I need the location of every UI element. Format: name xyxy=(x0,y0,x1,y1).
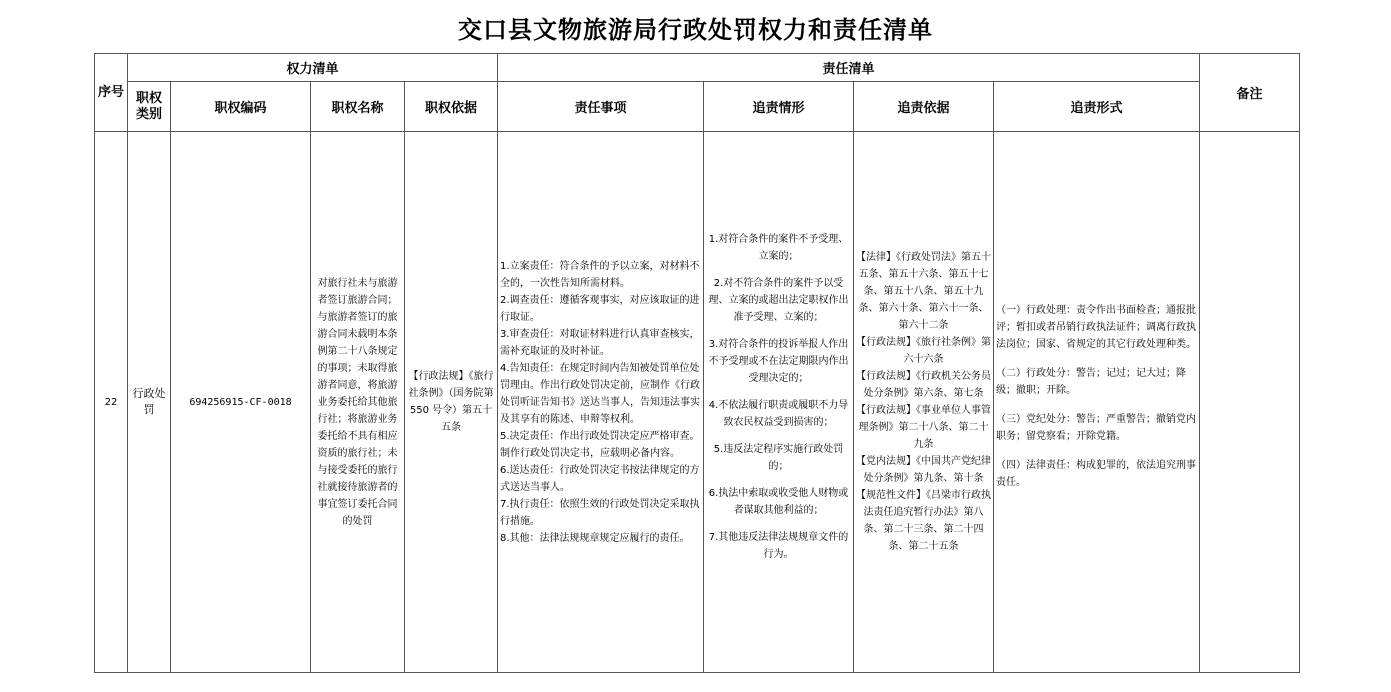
duty-item: 8.其他：法律法规规章规定应履行的责任。 xyxy=(500,532,690,544)
accountability-item: 1.对符合条件的案件不予受理、立案的； xyxy=(708,234,849,262)
header-responsibility-group: 责任清单 xyxy=(498,54,1200,82)
header-seq: 序号 xyxy=(95,54,128,132)
duty-item: 6.送达责任：行政处罚决定书按法律规定的方式送达当事人。 xyxy=(500,464,700,493)
accountability-basis-item: 【规范性文件】《吕梁市行政执法责任追究暂行办法》第八条、第二十三条、第二十四条、第二十五条 xyxy=(856,490,992,552)
header-name: 职权名称 xyxy=(311,82,405,132)
duty-item: 2.调查责任：遵循客观事实，对应该取证的进行取证。 xyxy=(500,294,700,323)
cell-accountability-basis xyxy=(854,132,994,673)
header-power-group: 权力清单 xyxy=(128,54,498,82)
accountability-form-item: （四）法律责任：构成犯罪的，依法追究刑事责任。 xyxy=(996,459,1197,488)
cell-accountability-form xyxy=(994,132,1200,673)
accountability-basis-item: 【法律】《行政处罚法》第五十五条、第五十六条、第五十七条、第五十八条、第五十九条、第六十条、第六十一条、第六十二条 xyxy=(856,252,992,331)
header-basis: 职权依据 xyxy=(405,82,498,132)
duty-item: 7.执行责任：依照生效的行政处罚决定采取执行措施。 xyxy=(500,498,700,527)
accountability-item: 3.对符合条件的投诉举报人作出不予受理或不在法定期限内作出受理决定的； xyxy=(708,339,849,384)
cell-seq: 22 xyxy=(95,132,128,673)
accountability-basis-item: 【行政法规】《旅行社条例》第六十六条 xyxy=(856,337,992,365)
header-code: 职权编码 xyxy=(171,82,311,132)
duty-item: 4.告知责任：在规定时间内告知被处罚单位处罚理由。作出行政处罚决定前，应制作《行政处罚听证告知书》送达当事人，告知违法事实及其享有的陈述、申辩等权利。 xyxy=(500,362,701,425)
cell-basis: 【行政法规】《旅行社条例》（国务院第 550 号令）第五十五条 xyxy=(405,132,498,673)
accountability-item: 6.执法中索取或收受他人财物或者谋取其他利益的； xyxy=(708,488,849,516)
accountability-item: 5.违反法定程序实施行政处罚的； xyxy=(713,444,844,472)
cell-remark xyxy=(1200,132,1300,673)
table-row xyxy=(95,132,1300,673)
header-duty: 责任事项 xyxy=(498,82,704,132)
header-accountability-form: 追责形式 xyxy=(994,82,1200,132)
header-accountability-basis: 追责依据 xyxy=(854,82,994,132)
header-accountability: 追责情形 xyxy=(704,82,854,132)
accountability-form-item: （二）行政处分：警告；记过；记大过；降级；撤职；开除。 xyxy=(996,367,1187,396)
accountability-basis-item: 【行政法规】《行政机关公务员处分条例》第六条、第七条 xyxy=(856,371,992,399)
cell-category: 行政处罚 xyxy=(128,132,171,673)
cell-duties xyxy=(498,132,704,673)
cell-name: 对旅行社未与旅游者签订旅游合同；与旅游者签订的旅游合同未载明本条例第二十八条规定的事项；未取得旅游者同意，将旅游业务委托给其他旅行社；将旅游业务委托给不具有相应资质的旅行社；未与接受委托的旅行社就接待旅游者的事宜签订委托合同的处罚 xyxy=(311,132,405,673)
accountability-form-item: （三）党纪处分：警告；严重警告；撤销党内职务；留党察看；开除党籍。 xyxy=(996,413,1197,442)
header-remark: 备注 xyxy=(1200,54,1300,132)
cell-code: 694256915-CF-0018 xyxy=(171,132,311,673)
accountability-item: 2.对不符合条件的案件予以受理、立案的或超出法定职权作出准予受理、立案的； xyxy=(708,278,849,323)
accountability-item: 4.不依法履行职责或履职不力导致农民权益受到损害的； xyxy=(708,400,849,428)
accountability-basis-item: 【党内法规】《中国共产党纪律处分条例》第九条、第十条 xyxy=(856,456,992,484)
duty-item: 3.审查责任：对取证材料进行认真审查核实，需补充取证的及时补证。 xyxy=(500,328,700,357)
duty-item: 1.立案责任：符合条件的予以立案，对材料不全的，一次性告知所需材料。 xyxy=(500,260,700,289)
cell-accountability xyxy=(704,132,854,673)
accountability-form-item: （一）行政处理：责令作出书面检查；通报批评；暂扣或者吊销行政执法证件；调离行政执法岗位；国家、省规定的其它行政处理种类。 xyxy=(996,304,1197,350)
page-title: 交口县文物旅游局行政处罚权力和责任清单 xyxy=(458,15,933,44)
accountability-basis-item: 【行政法规】《事业单位人事管理条例》第二十八条、第二十九条 xyxy=(856,405,992,450)
header-category: 职权类别 xyxy=(128,82,171,132)
accountability-item: 7.其他违反法律法规规章文件的行为。 xyxy=(708,532,849,560)
duty-item: 5.决定责任：作出行政处罚决定应严格审查。制作行政处罚决定书，应载明必备内容。 xyxy=(500,430,700,459)
power-responsibility-table xyxy=(94,53,1300,673)
